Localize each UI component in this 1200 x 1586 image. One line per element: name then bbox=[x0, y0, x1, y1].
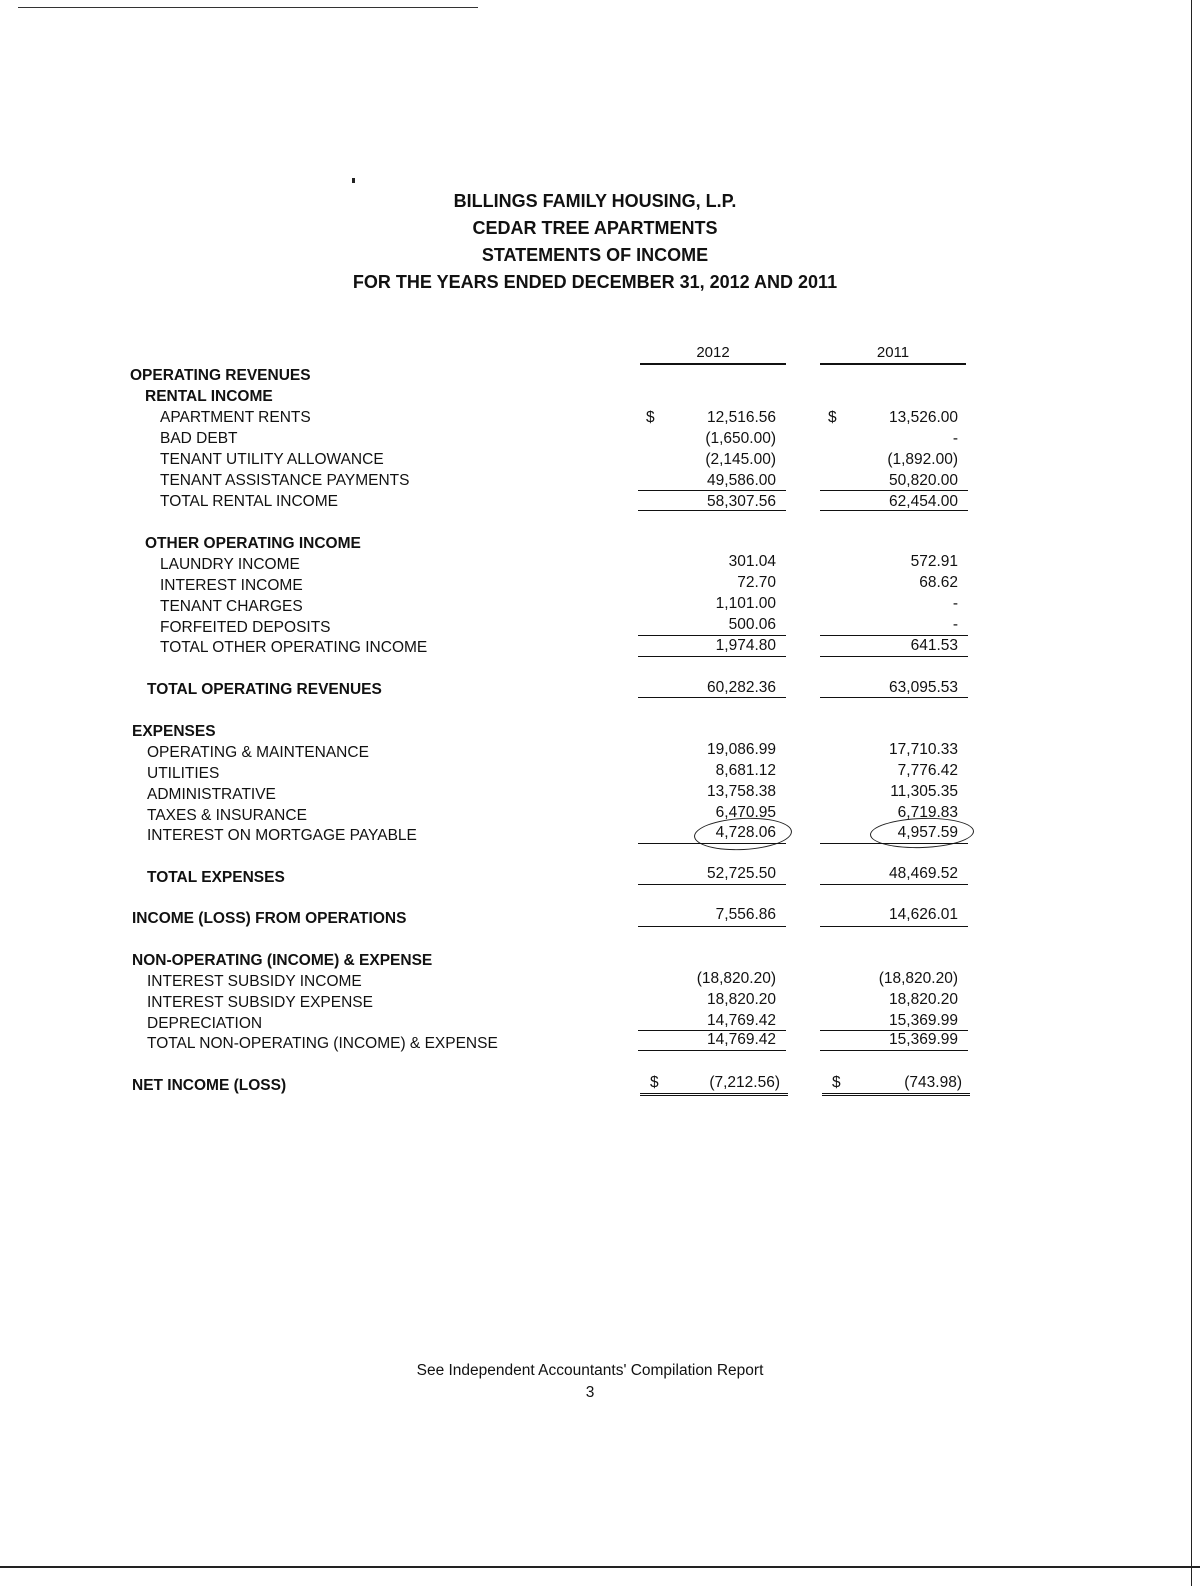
row-label: FORFEITED DEPOSITS bbox=[160, 619, 331, 636]
total-rule bbox=[820, 1050, 968, 1051]
row-interest-subsidy-expense bbox=[0, 991, 1200, 1015]
page-footer bbox=[290, 1360, 890, 1404]
row-label: APARTMENT RENTS bbox=[160, 409, 311, 426]
subtotal-rule bbox=[638, 490, 786, 491]
company-name: BILLINGS FAMILY HOUSING, L.P. bbox=[453, 191, 737, 211]
row-income-from-operations bbox=[0, 906, 1200, 931]
section-label: NON-OPERATING (INCOME) & EXPENSE bbox=[132, 952, 433, 969]
value-2012: 13,758.38 bbox=[707, 783, 776, 800]
column-header-2011: 2011 bbox=[820, 344, 966, 365]
statement-title: STATEMENTS OF INCOME bbox=[481, 245, 709, 265]
total-rule bbox=[638, 656, 786, 657]
value-2012: 500.06 bbox=[728, 616, 776, 633]
total-rule bbox=[638, 1050, 786, 1051]
subsection-other-operating-income bbox=[0, 535, 1200, 556]
value-2011: 641.53 bbox=[910, 637, 958, 654]
row-interest-subsidy-income bbox=[0, 970, 1200, 994]
total-rule bbox=[638, 697, 786, 698]
value-2012: 4,728.06 bbox=[715, 824, 776, 841]
value-2012: (18,820.20) bbox=[696, 970, 776, 987]
scan-speck bbox=[352, 178, 355, 183]
row-interest-on-mortgage-payable bbox=[0, 824, 1200, 848]
value-2012: (1,650.00) bbox=[705, 430, 776, 447]
subtotal-rule bbox=[820, 490, 968, 491]
value-2011: 15,369.99 bbox=[889, 1012, 958, 1029]
value-2012: 6,470.95 bbox=[715, 804, 776, 821]
value-2012: 12,516.56 bbox=[707, 409, 776, 426]
subtotal-rule bbox=[638, 635, 786, 636]
subsection-rental-income bbox=[0, 388, 1200, 409]
value-2011: 572.91 bbox=[910, 553, 958, 570]
row-label: DEPRECIATION bbox=[147, 1015, 263, 1032]
row-label: UTILITIES bbox=[147, 765, 220, 782]
total-rule bbox=[820, 697, 968, 698]
row-interest-income bbox=[0, 574, 1200, 598]
total-rule bbox=[820, 884, 968, 885]
scan-bottom-line bbox=[0, 1566, 1200, 1568]
value-2011: - bbox=[952, 595, 958, 612]
value-2012: 7,556.86 bbox=[715, 906, 776, 923]
row-label: TENANT ASSISTANCE PAYMENTS bbox=[160, 472, 410, 489]
value-2011: 62,454.00 bbox=[889, 493, 958, 510]
row-tenant-assistance-payments bbox=[0, 472, 1200, 493]
row-label: OPERATING & MAINTENANCE bbox=[147, 744, 369, 761]
property-name: CEDAR TREE APARTMENTS bbox=[472, 218, 718, 238]
row-label: LAUNDRY INCOME bbox=[160, 556, 300, 573]
row-taxes-insurance bbox=[0, 804, 1200, 828]
value-2011: 15,369.99 bbox=[889, 1031, 958, 1048]
row-label: TENANT CHARGES bbox=[160, 598, 303, 615]
row-administrative bbox=[0, 783, 1200, 807]
section-operating-revenues bbox=[0, 367, 1200, 388]
page-number: 3 bbox=[585, 1384, 595, 1401]
value-2012: (7,212.56) bbox=[709, 1074, 780, 1091]
subsection-label: OTHER OPERATING INCOME bbox=[145, 535, 361, 552]
section-expenses bbox=[0, 723, 1200, 744]
value-2012: (2,145.00) bbox=[705, 451, 776, 468]
row-label: BAD DEBT bbox=[160, 430, 238, 447]
row-total-operating-revenues bbox=[0, 681, 1200, 702]
value-2011: 13,526.00 bbox=[889, 409, 958, 426]
value-2012: 1,101.00 bbox=[715, 595, 776, 612]
currency-symbol: $ bbox=[828, 409, 837, 426]
row-forfeited-deposits bbox=[0, 616, 1200, 640]
value-2011: 50,820.00 bbox=[889, 472, 958, 489]
total-rule bbox=[638, 926, 786, 927]
currency-symbol: $ bbox=[646, 409, 655, 426]
compilation-note: See Independent Accountants' Compilation Report bbox=[416, 1362, 764, 1379]
value-2011: 18,820.20 bbox=[889, 991, 958, 1008]
value-2012: 14,769.42 bbox=[707, 1031, 776, 1048]
row-label: ADMINISTRATIVE bbox=[147, 786, 276, 803]
value-2012: 72.70 bbox=[737, 574, 776, 591]
row-laundry-income bbox=[0, 553, 1200, 577]
value-2011: 68.62 bbox=[919, 574, 958, 591]
value-2011: 14,626.01 bbox=[889, 906, 958, 923]
row-bad-debt bbox=[0, 430, 1200, 451]
value-2011: - bbox=[952, 616, 958, 633]
value-2011: 11,305.35 bbox=[890, 783, 958, 800]
value-2011: 63,095.53 bbox=[889, 679, 958, 696]
section-label: OPERATING REVENUES bbox=[130, 367, 311, 384]
total-rule bbox=[638, 884, 786, 885]
currency-symbol: $ bbox=[650, 1074, 659, 1091]
row-label: INCOME (LOSS) FROM OPERATIONS bbox=[132, 910, 407, 927]
value-2012: 1,974.80 bbox=[715, 637, 776, 654]
value-2012: 52,725.50 bbox=[707, 865, 776, 882]
value-2012: 19,086.99 bbox=[707, 741, 776, 758]
value-2012: 301.04 bbox=[728, 553, 776, 570]
row-label: INTEREST SUBSIDY EXPENSE bbox=[147, 994, 373, 1011]
row-label: INTEREST ON MORTGAGE PAYABLE bbox=[147, 827, 417, 844]
section-label: EXPENSES bbox=[132, 723, 216, 740]
subsection-label: RENTAL INCOME bbox=[145, 388, 273, 405]
row-label: TENANT UTILITY ALLOWANCE bbox=[160, 451, 384, 468]
double-rule bbox=[640, 1093, 788, 1096]
row-label: INTEREST INCOME bbox=[160, 577, 303, 594]
subtotal-rule bbox=[820, 843, 968, 844]
scan-top-line bbox=[18, 7, 478, 8]
row-label: TOTAL OTHER OPERATING INCOME bbox=[160, 639, 428, 656]
row-label: NET INCOME (LOSS) bbox=[132, 1077, 287, 1094]
subtotal-rule bbox=[638, 843, 786, 844]
total-rule bbox=[820, 926, 968, 927]
value-2011: (1,892.00) bbox=[887, 451, 958, 468]
row-label: TAXES & INSURANCE bbox=[147, 807, 307, 824]
row-total-expenses bbox=[0, 865, 1200, 890]
row-net-income bbox=[0, 1074, 1200, 1098]
value-2012: 14,769.42 bbox=[707, 1012, 776, 1029]
row-label: TOTAL NON-OPERATING (INCOME) & EXPENSE bbox=[147, 1035, 498, 1052]
row-label: INTEREST SUBSIDY INCOME bbox=[147, 973, 362, 990]
row-depreciation bbox=[0, 1012, 1200, 1036]
value-2011: 4,957.59 bbox=[897, 824, 958, 841]
value-2011: 17,710.33 bbox=[889, 741, 958, 758]
double-rule bbox=[822, 1093, 970, 1096]
value-2011: 48,469.52 bbox=[889, 865, 958, 882]
row-tenant-utility-allowance bbox=[0, 451, 1200, 472]
row-apartment-rents bbox=[0, 409, 1200, 430]
row-operating-maintenance bbox=[0, 741, 1200, 765]
total-rule bbox=[638, 510, 786, 511]
row-label: TOTAL RENTAL INCOME bbox=[160, 493, 338, 510]
statement-period: FOR THE YEARS ENDED DECEMBER 31, 2012 AND 2011 bbox=[352, 272, 838, 292]
value-2011: (743.98) bbox=[904, 1074, 962, 1091]
row-total-rental-income bbox=[0, 493, 1200, 514]
total-rule bbox=[820, 656, 968, 657]
row-label: TOTAL OPERATING REVENUES bbox=[147, 681, 382, 698]
row-total-non-operating bbox=[0, 1031, 1200, 1056]
value-2012: 18,820.20 bbox=[707, 991, 776, 1008]
row-total-other-operating-income bbox=[0, 639, 1200, 660]
value-2011: 6,719.83 bbox=[897, 804, 958, 821]
row-tenant-charges bbox=[0, 595, 1200, 619]
section-non-operating bbox=[0, 952, 1200, 973]
value-2012: 58,307.56 bbox=[707, 493, 776, 510]
subtotal-rule bbox=[820, 635, 968, 636]
total-rule bbox=[820, 510, 968, 511]
value-2012: 8,681.12 bbox=[715, 762, 776, 779]
row-label: TOTAL EXPENSES bbox=[147, 869, 285, 886]
column-header-2012: 2012 bbox=[640, 344, 786, 365]
currency-symbol: $ bbox=[832, 1074, 841, 1091]
statement-header bbox=[190, 188, 1000, 296]
value-2011: 7,776.42 bbox=[897, 762, 958, 779]
value-2011: - bbox=[952, 430, 958, 447]
value-2012: 49,586.00 bbox=[707, 472, 776, 489]
row-utilities bbox=[0, 762, 1200, 786]
value-2012: 60,282.36 bbox=[707, 679, 776, 696]
value-2011: (18,820.20) bbox=[878, 970, 958, 987]
